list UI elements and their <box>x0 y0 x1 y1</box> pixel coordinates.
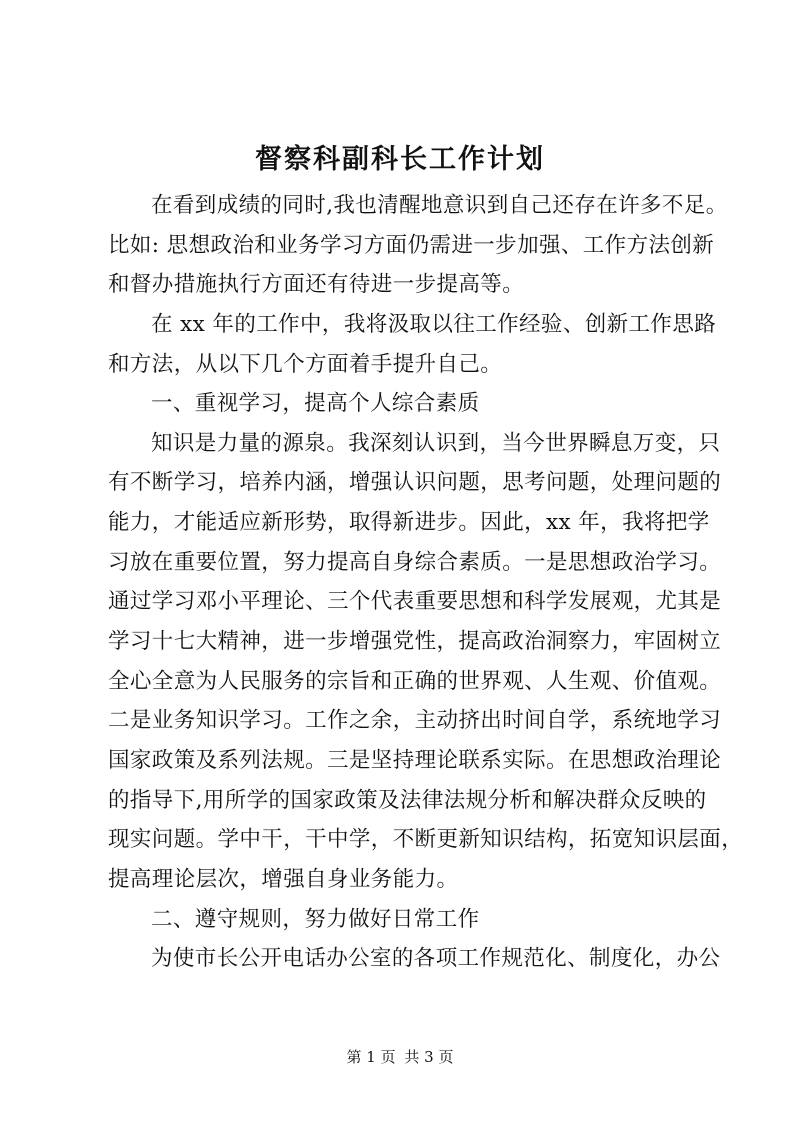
section-heading: 二、遵守规则，努力做好日常工作 <box>151 906 480 932</box>
body-line: 在看到成绩的同时,我也清醒地意识到自己还存在许多不足。 <box>151 193 728 218</box>
body-line: 国家政策及系列法规。三是坚持理论联系实际。在思想政治理论 <box>108 747 722 773</box>
body-line: 有不断学习，培养内涵，增强认识问题，思考问题，处理问题的 <box>108 470 722 496</box>
body-line: 和督办措施执行方面还有待进一步提高等。 <box>108 272 525 298</box>
body-line: 现实问题。学中干，干中学，不断更新知识结构，拓宽知识层面， <box>108 827 744 853</box>
body-line: 比如: 思想政治和业务学习方面仍需进一步加强、工作方法创新 <box>108 232 715 258</box>
page-footer <box>0 1046 800 1068</box>
body-line: 为使市长公开电话办公室的各项工作规范化、制度化，办公 <box>151 946 721 972</box>
document-body <box>108 186 744 979</box>
page-total: 共 3 页 <box>404 1048 454 1066</box>
body-line: 学习十七大精神，进一步增强党性，提高政治洞察力，牢固树立 <box>108 629 722 655</box>
body-line: 通过学习邓小平理论、三个代表重要思想和科学发展观，尤其是 <box>108 589 722 615</box>
body-line: 能力，才能适应新形势，取得新进步。因此，xx 年，我将把学 <box>108 510 710 536</box>
body-line: 和方法，从以下几个方面着手提升自己。 <box>108 351 503 377</box>
body-line: 二是业务知识学习。工作之余，主动挤出时间自学，系统地学习 <box>108 708 722 734</box>
body-line: 提高理论层次，增强自身业务能力。 <box>108 866 459 892</box>
section-heading: 一、重视学习，提高个人综合素质 <box>151 391 480 417</box>
body-line: 习放在重要位置，努力提高自身综合素质。一是思想政治学习。 <box>108 549 722 575</box>
body-line: 全心全意为人民服务的宗旨和正确的世界观、人生观、价值观。 <box>108 668 722 694</box>
body-line: 的指导下,用所学的国家政策及法律法规分析和解决群众反映的 <box>108 787 707 813</box>
body-line: 知识是力量的源泉。我深刻认识到，当今世界瞬息万变，只 <box>151 430 721 456</box>
document-title: 督察科副科长工作计划 <box>255 144 545 175</box>
body-line: 在 xx 年的工作中，我将汲取以往工作经验、创新工作思路 <box>151 311 717 337</box>
page-number: 第 1 页 <box>346 1048 396 1066</box>
